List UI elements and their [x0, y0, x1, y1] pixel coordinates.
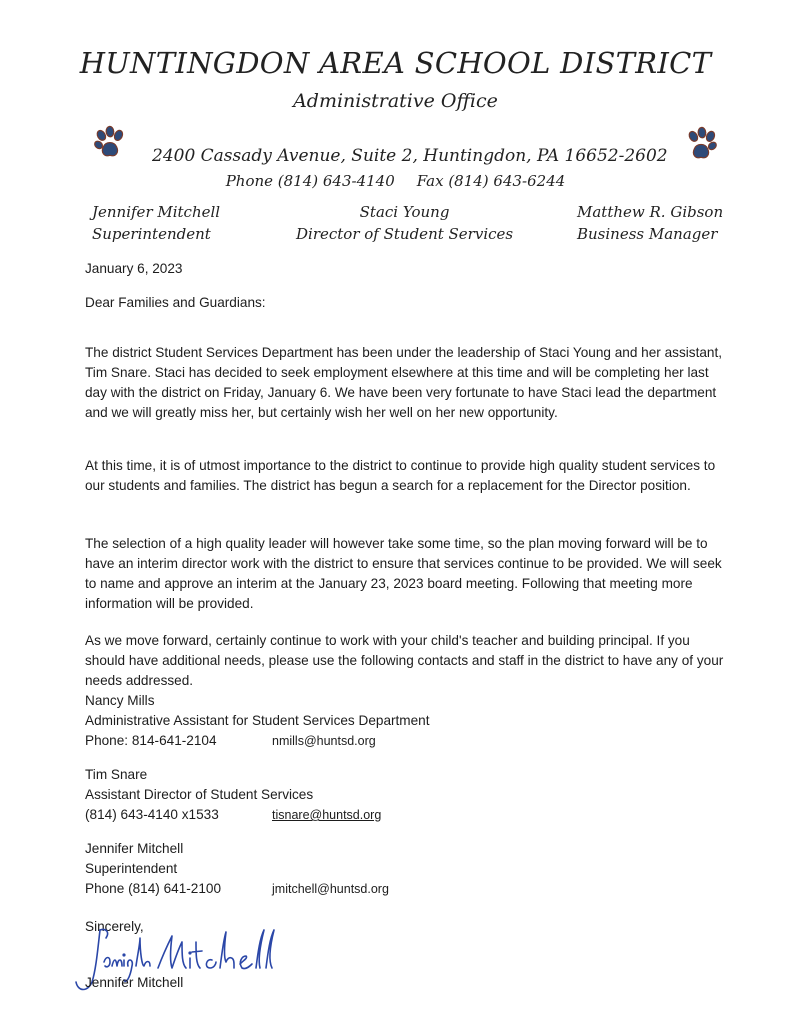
contact-phone: (814) 643-4140 x1533 — [85, 807, 219, 822]
paw-print-icon — [90, 124, 128, 162]
contact-email-link[interactable]: tisnare@huntsd.org — [272, 808, 382, 822]
contact-title: Administrative Assistant for Student Services Department — [85, 713, 430, 728]
office-name: Administrative Office — [293, 90, 498, 112]
staff-title: Business Manager — [577, 225, 718, 243]
district-phone: Phone (814) 643-4140 — [225, 172, 395, 190]
contact-phone-row — [85, 879, 389, 899]
contact-email: nmills@huntsd.org — [272, 734, 376, 748]
contact-title: Superintendent — [85, 861, 178, 876]
letter-closing: Sincerely, — [85, 919, 144, 934]
contact-name: Jennifer Mitchell — [85, 841, 184, 856]
contact-phone-row — [85, 731, 430, 751]
contact-block — [85, 691, 430, 751]
staff-name: Jennifer Mitchell — [92, 203, 221, 221]
letter-paragraph: The selection of a high quality leader will however take some time, so the plan moving forward will be to have an interim director work with the district to ensure that services continue to be provided. We will seek to name and approve an interim at the January 23, 2023 board meeting. Following that meeting more information will be provided. — [85, 535, 722, 611]
staff-title: Director of Student Services — [296, 225, 514, 243]
paw-print-icon — [682, 125, 720, 163]
letter-salutation: Dear Families and Guardians: — [85, 295, 266, 310]
contact-name: Nancy Mills — [85, 693, 155, 708]
handwritten-signature — [60, 922, 280, 1002]
staff-business-manager — [577, 201, 723, 245]
staff-name: Staci Young — [359, 203, 450, 221]
signer-name: Jennifer Mitchell — [85, 975, 184, 990]
contact-phone-row — [85, 805, 382, 825]
contact-block — [85, 839, 389, 899]
district-phone-fax — [0, 172, 791, 190]
staff-title: Superintendent — [92, 225, 211, 243]
staff-director — [296, 201, 513, 245]
contact-name: Tim Snare — [85, 767, 148, 782]
contact-block — [85, 765, 382, 825]
letter-paragraph: At this time, it is of utmost importance to the district to continue to provide high quality student services to our students and families. The district has begun a search for a replacement for the Director position. — [85, 457, 716, 493]
staff-name: Matthew R. Gibson — [577, 203, 724, 221]
contact-title: Assistant Director of Student Services — [85, 787, 314, 802]
letter-date: January 6, 2023 — [85, 261, 183, 276]
district-name: HUNTINGDON AREA SCHOOL DISTRICT — [79, 46, 712, 80]
contact-phone: Phone: 814-641-2104 — [85, 733, 217, 748]
contact-phone: Phone (814) 641-2100 — [85, 881, 222, 896]
district-address: 2400 Cassady Avenue, Suite 2, Huntingdon, PA 16652-2602 — [152, 146, 668, 166]
contact-email: jmitchell@huntsd.org — [272, 882, 389, 896]
staff-superintendent — [92, 201, 220, 245]
district-fax: Fax (814) 643-6244 — [416, 172, 566, 190]
letter-paragraph: As we move forward, certainly continue to work with your child's teacher and building principal. If you should have additional needs, please use the following contacts and staff in the district to have any of your needs addressed. — [85, 632, 724, 688]
letter-paragraph: The district Student Services Department has been under the leadership of Staci Young and her assistant, Tim Snare. Staci has decided to seek employment elsewhere at this time and will be completing her last day with the district on Friday, January 6. We have been very fortunate to have Staci lead the department and we will greatly miss her, but certainly wish her well on her new opportunity. — [85, 344, 723, 420]
